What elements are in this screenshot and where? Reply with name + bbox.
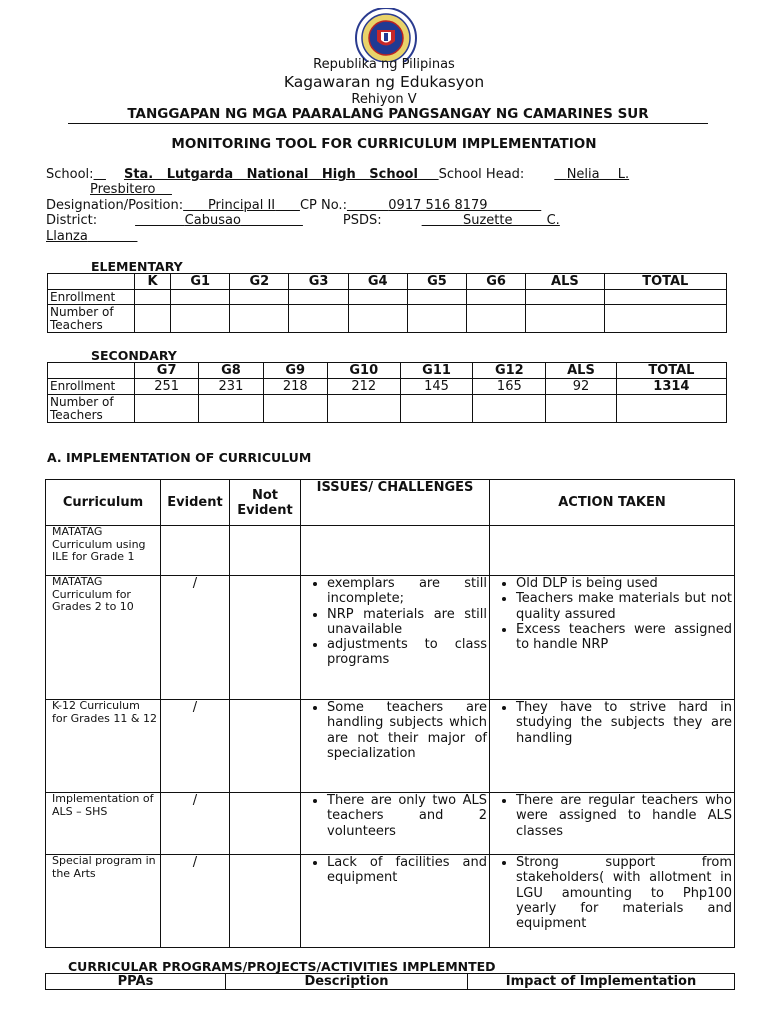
cp-value: 0917 516 8179 <box>388 198 488 213</box>
action-header: ACTION TAKEN <box>490 480 735 526</box>
col-header: G3 <box>289 274 348 290</box>
section-a-title: A. IMPLEMENTATION OF CURRICULUM <box>47 450 312 465</box>
curriculum-row <box>46 793 735 855</box>
enrollment-cell: 251 <box>135 379 199 395</box>
action-item: • There are regular teachers who were assigned to handle ALS classes <box>516 793 732 839</box>
empty-header-cell <box>48 363 135 379</box>
col-header: G9 <box>263 363 327 379</box>
issue-item: • There are only two ALS teachers and 2 volunteers <box>327 793 487 839</box>
col-header: G10 <box>327 363 400 379</box>
enrollment-cell: 92 <box>546 379 617 395</box>
elementary-teachers-row <box>48 305 727 333</box>
issue-item: • adjustments to class programs <box>327 637 487 668</box>
district-value: Cabusao <box>184 213 241 228</box>
col-header: ALS <box>546 363 617 379</box>
col-header: G11 <box>400 363 473 379</box>
curriculum-row <box>46 700 735 793</box>
elementary-header-row <box>48 274 727 290</box>
curriculum-name: Special program in the Arts <box>46 855 161 948</box>
secondary-teachers-row <box>48 395 727 423</box>
enrollment-cell: 218 <box>263 379 327 395</box>
school-head-label: School Head: <box>438 167 525 182</box>
psds-line2 <box>46 229 732 244</box>
evident-mark: / <box>161 576 230 700</box>
issue-item: • NRP materials are still unavailable <box>327 607 487 638</box>
designation-label: Designation/Position: <box>46 198 184 213</box>
issue-item: • Lack of facilities and equipment <box>327 855 487 886</box>
curriculum-row <box>46 855 735 948</box>
col-header: G1 <box>171 274 230 290</box>
col-header: G7 <box>135 363 199 379</box>
row-label: Enrollment <box>48 379 135 395</box>
enrollment-cell: 145 <box>400 379 473 395</box>
evident-mark <box>161 526 230 576</box>
issue-item: • exemplars are still incomplete; <box>327 576 487 607</box>
col-header: G2 <box>230 274 289 290</box>
not-evident-header: Not Evident <box>230 480 301 526</box>
curriculum-name: MATATAG Curriculum using ILE for Grade 1 <box>46 526 161 576</box>
actions-list <box>492 793 732 839</box>
col-header: K <box>135 274 171 290</box>
psds-label: PSDS: <box>342 213 382 228</box>
col-header: G4 <box>348 274 407 290</box>
action-item: • Teachers make materials but not quality assured <box>516 591 732 622</box>
curriculum-header: Curriculum <box>46 480 161 526</box>
issues-list <box>303 793 487 839</box>
enrollment-total-cell: 1314 <box>616 379 726 395</box>
secondary-title: SECONDARY <box>91 348 177 363</box>
elementary-table <box>47 273 727 333</box>
action-item: • They have to strive hard in studying the subjects they are handling <box>516 700 732 746</box>
secondary-table <box>47 362 727 423</box>
elementary-title: ELEMENTARY <box>91 259 183 274</box>
region-line: Rehiyon V <box>351 92 417 107</box>
evident-mark: / <box>161 793 230 855</box>
curriculum-row <box>46 576 735 700</box>
curriculum-table <box>45 479 735 948</box>
actions-list <box>492 576 732 652</box>
school-head-value-2: Presbitero <box>90 182 156 197</box>
designation-value: Principal II <box>207 198 276 213</box>
action-item: • Old DLP is being used <box>516 576 732 591</box>
designation-line <box>46 198 732 213</box>
col-header: G8 <box>199 363 263 379</box>
row-label: Number of Teachers <box>48 395 135 423</box>
curriculum-header-row <box>46 480 735 526</box>
curriculum-name: Implementation of ALS – SHS <box>46 793 161 855</box>
col-header: ALS <box>526 274 604 290</box>
curriculum-row <box>46 526 735 576</box>
enrollment-cell: 165 <box>473 379 546 395</box>
col-header: TOTAL <box>604 274 726 290</box>
district-line <box>46 213 732 228</box>
evident-header: Evident <box>161 480 230 526</box>
psds-value: Suzette C. <box>462 213 560 228</box>
school-head-line2 <box>90 182 210 197</box>
row-label: Enrollment <box>48 290 135 305</box>
republic-line: Republika ng Pilipinas <box>313 57 455 72</box>
secondary-header-row <box>48 363 727 379</box>
actions-list <box>492 700 732 746</box>
department-line: Kagawaran ng Edukasyon <box>283 73 485 91</box>
ppas-table <box>45 973 735 990</box>
elementary-enrollment-row <box>48 290 727 305</box>
school-line <box>46 167 732 182</box>
col-header: G12 <box>473 363 546 379</box>
cp-label: CP No.: <box>299 198 347 213</box>
evident-mark: / <box>161 855 230 948</box>
issues-header: ISSUES/ CHALLENGES <box>301 480 490 526</box>
issues-list <box>303 855 487 886</box>
issues-list <box>303 700 487 761</box>
ppas-col-header: PPAs <box>46 974 226 990</box>
deped-seal-logo <box>353 8 419 62</box>
col-header: TOTAL <box>616 363 726 379</box>
empty-header-cell <box>48 274 135 290</box>
action-item: • Strong support from stakeholders( with allotment in LGU amounting to Php100 yearly for materials and equipment <box>516 855 732 931</box>
row-label: Number of Teachers <box>48 305 135 333</box>
ppas-title: CURRICULAR PROGRAMS/PROJECTS/ACTIVITIES IMPLEMNTED <box>68 959 496 974</box>
school-head-value: Nelia L. <box>566 167 630 182</box>
district-label: District: <box>46 213 98 228</box>
ppas-header-row <box>46 974 735 990</box>
enrollment-cell: 231 <box>199 379 263 395</box>
curriculum-name: K-12 Curriculum for Grades 11 & 12 <box>46 700 161 793</box>
col-header: G6 <box>467 274 526 290</box>
division-office-line: TANGGAPAN NG MGA PAARALANG PANGSANGAY NG CAMARINES SUR <box>68 106 708 124</box>
enrollment-cell: 212 <box>327 379 400 395</box>
action-item: • Excess teachers were assigned to handle NRP <box>516 622 732 653</box>
impact-col-header: Impact of Implementation <box>468 974 735 990</box>
actions-list <box>492 855 732 931</box>
issues-list <box>303 576 487 668</box>
evident-mark: / <box>161 700 230 793</box>
document-title: MONITORING TOOL FOR CURRICULUM IMPLEMENTATION <box>171 136 597 152</box>
school-label: School: <box>46 167 94 182</box>
description-col-header: Description <box>226 974 468 990</box>
secondary-enrollment-row <box>48 379 727 395</box>
school-value: Sta. Lutgarda National High School <box>123 167 418 182</box>
psds-value-2: Llanza <box>46 229 88 244</box>
issue-item: • Some teachers are handling subjects which are not their major of specialization <box>327 700 487 761</box>
col-header: G5 <box>407 274 466 290</box>
curriculum-name: MATATAG Curriculum for Grades 2 to 10 <box>46 576 161 700</box>
